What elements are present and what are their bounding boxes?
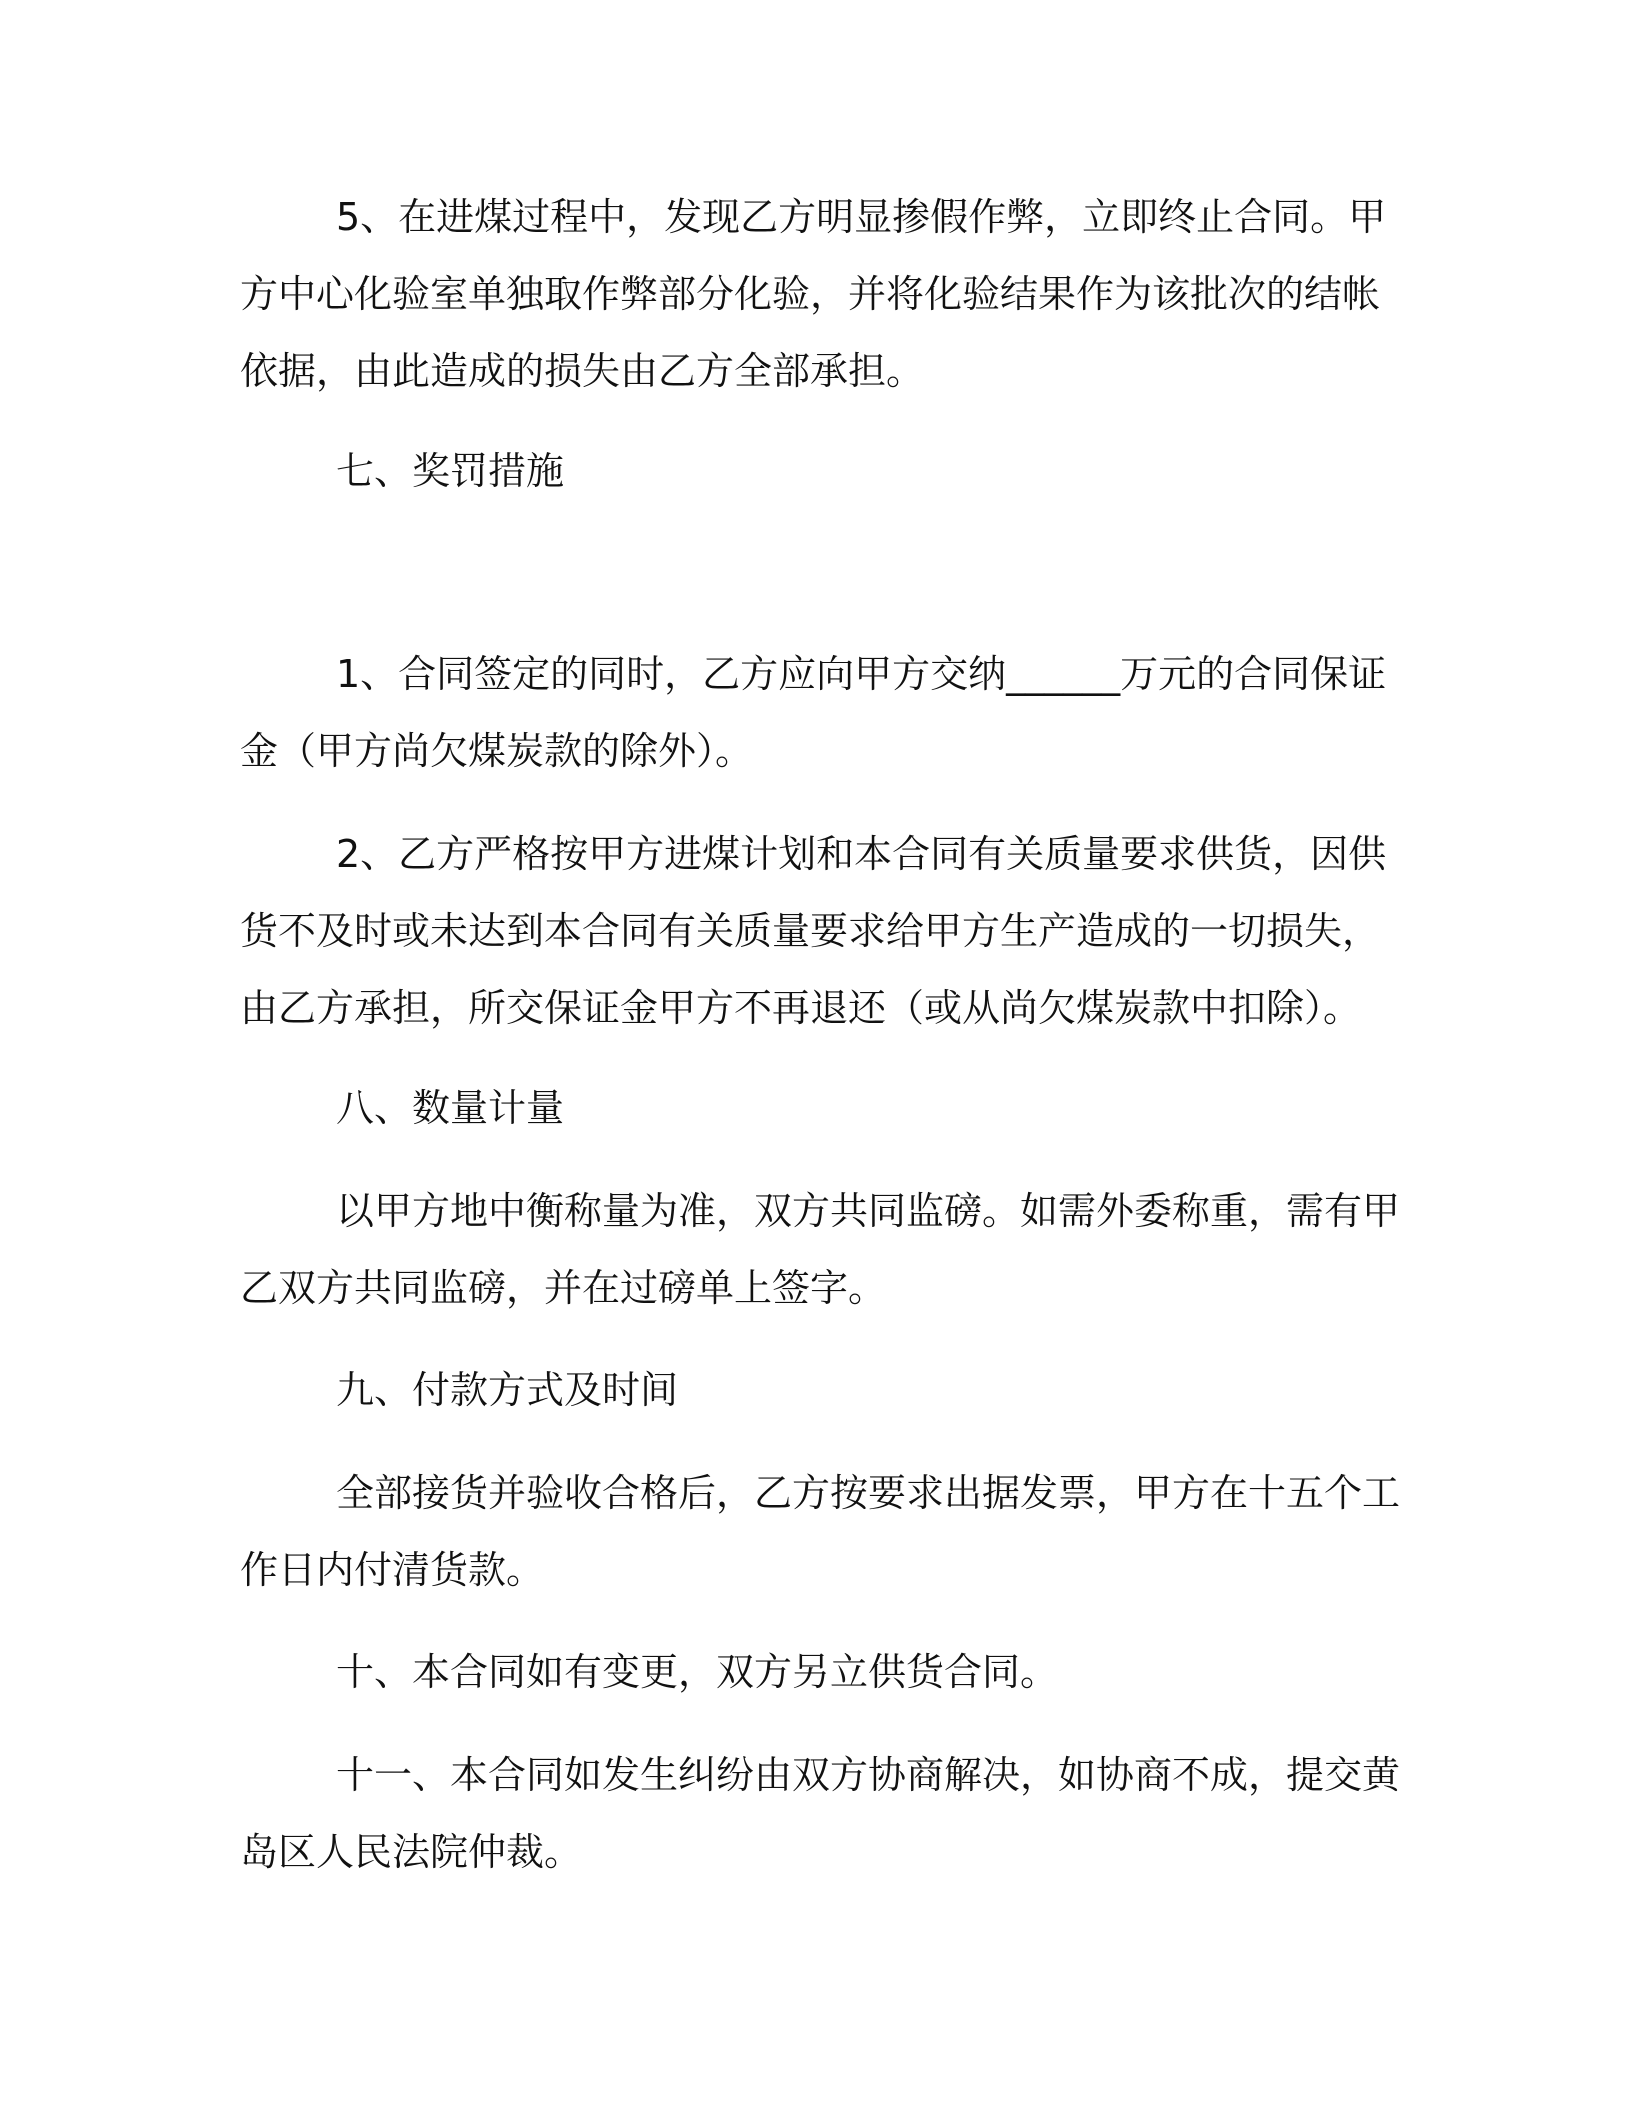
paragraph-clause-7-1 xyxy=(240,636,1387,790)
text-line: 作日内付清货款。 xyxy=(240,1548,545,1592)
text-line: 以甲方地中衡称量为准，双方共同监磅。如需外委称重，需有甲 xyxy=(336,1189,1401,1233)
paragraph-clause-6-5 xyxy=(240,179,1387,410)
text-line: 十一、本合同如发生纠纷由双方协商解决，如协商不成，提交黄 xyxy=(336,1753,1401,1797)
text-line: 1、合同签定的同时，乙方应向甲方交纳______万元的合同保证 xyxy=(336,652,1387,696)
heading-text: 七、奖罚措施 xyxy=(336,449,565,493)
text-line: 由乙方承担，所交保证金甲方不再退还（或从尚欠煤炭款中扣除）。 xyxy=(240,986,1362,1030)
text-line: 乙双方共同监磅，并在过磅单上签字。 xyxy=(240,1266,887,1310)
heading-text: 九、付款方式及时间 xyxy=(336,1368,679,1412)
text-line: 金（甲方尚欠煤炭款的除外）。 xyxy=(240,729,754,773)
paragraph-clause-10 xyxy=(240,1634,1370,1711)
paragraph-clause-7-2 xyxy=(240,816,1387,1047)
text-line: 货不及时或未达到本合同有关质量要求给甲方生产造成的一切损失， xyxy=(240,909,1381,953)
text-line: 全部接货并验收合格后，乙方按要求出据发票，甲方在十五个工 xyxy=(336,1471,1401,1515)
text-line: 方中心化验室单独取作弊部分化验，并将化验结果作为该批次的结帐 xyxy=(240,272,1381,316)
text-line: 依据，由此造成的损失由乙方全部承担。 xyxy=(240,349,925,393)
heading-text: 八、数量计量 xyxy=(336,1086,565,1130)
paragraph-clause-11 xyxy=(240,1737,1401,1891)
text-line: 5、在进煤过程中，发现乙方明显掺假作弊，立即终止合同。甲 xyxy=(336,195,1387,239)
text-line: 2、乙方严格按甲方进煤计划和本合同有关质量要求供货，因供 xyxy=(336,832,1387,876)
paragraph-clause-8 xyxy=(240,1173,1401,1327)
paragraph-clause-9 xyxy=(240,1455,1401,1609)
text-line: 岛区人民法院仲裁。 xyxy=(240,1830,583,1874)
section-heading-7 xyxy=(240,433,1370,510)
section-heading-9 xyxy=(240,1352,1370,1429)
section-heading-8 xyxy=(240,1070,1370,1147)
text-line: 十、本合同如有变更，双方另立供货合同。 xyxy=(336,1650,1059,1694)
